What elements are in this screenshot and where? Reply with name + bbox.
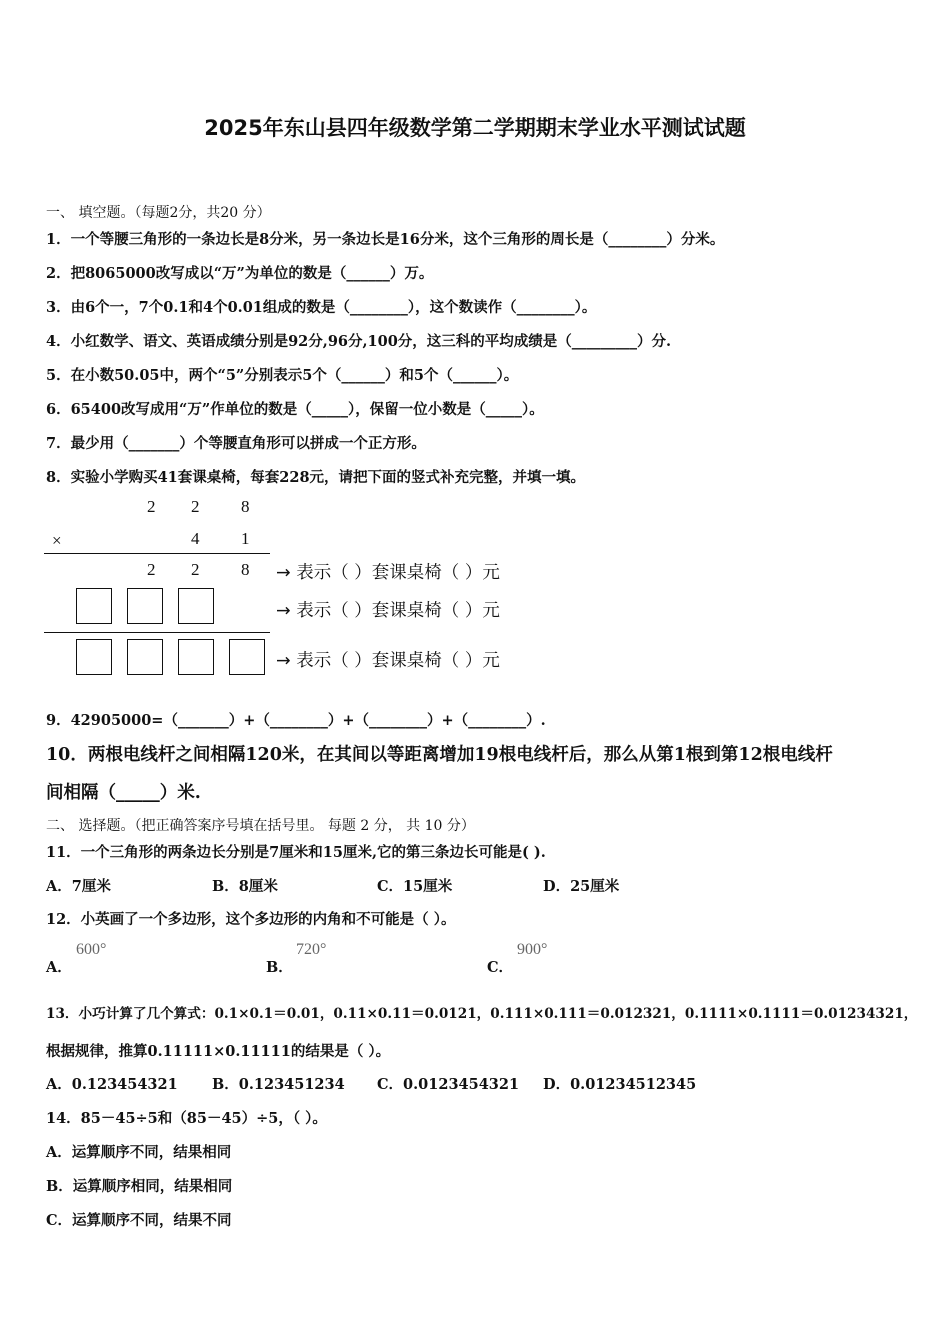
calc-digit: 2 — [147, 560, 156, 579]
answer-box[interactable] — [76, 588, 112, 624]
answer-box[interactable] — [127, 588, 163, 624]
calc-digit: 2 — [147, 497, 156, 516]
section-1-heading: 一、 填空题。（每题2分，共20 分） — [46, 205, 271, 221]
q11-option-b: B．8厘米 — [212, 878, 278, 895]
q12-angle-b: 720° — [296, 941, 327, 958]
question-2: 2．把8065000改写成以“万”为单位的数是（______）万。 — [46, 265, 434, 282]
calc-digit: 1 — [241, 529, 250, 548]
q12-angle-a: 600° — [76, 941, 107, 958]
multiply-sign: × — [52, 531, 62, 550]
calc-digit: 4 — [191, 529, 200, 548]
question-12: 12．小英画了一个多边形，这个多边形的内角和不可能是（ ）。 — [46, 911, 456, 928]
question-4: 4．小红数学、语文、英语成绩分别是92分,96分,100分，这三科的平均成绩是（_________）分. — [46, 333, 672, 350]
q12-angle-c: 900° — [517, 941, 548, 958]
answer-box[interactable] — [229, 639, 265, 675]
calc-divider — [44, 632, 270, 633]
page-title: 2025年东山县四年级数学第二学期期末学业水平测试试题 — [204, 116, 746, 140]
q11-option-a: A．7厘米 — [46, 878, 111, 895]
question-9: 9．42905000=（_______）+（________）+（________）+（________）. — [46, 712, 546, 729]
answer-box[interactable] — [76, 639, 112, 675]
q13-option-b: B．0.123451234 — [212, 1076, 345, 1093]
q14-option-a: A．运算顺序不同，结果相同 — [46, 1144, 232, 1161]
question-10-line-2: 间相隔（_____）米. — [46, 783, 201, 803]
question-8: 8．实验小学购买41套课桌椅，每套228元，请把下面的竖式补充完整，并填一填。 — [46, 469, 586, 486]
calc-arrow-label-3: → 表示（ ）套课桌椅（ ）元 — [276, 651, 500, 671]
question-7: 7．最少用（_______）个等腰直角形可以拼成一个正方形。 — [46, 435, 426, 452]
calc-digit: 8 — [241, 497, 250, 516]
calc-digit: 2 — [191, 497, 200, 516]
question-6: 6．65400改写成用“万”作单位的数是（_____），保留一位小数是（_____）。 — [46, 401, 544, 418]
calc-divider — [44, 553, 270, 554]
calc-arrow-label-2: → 表示（ ）套课桌椅（ ）元 — [276, 601, 500, 621]
question-11: 11．一个三角形的两条边长分别是7厘米和15厘米,它的第三条边长可能是( ). — [46, 844, 546, 861]
question-5: 5．在小数50.05中，两个“5”分别表示5个（______）和5个（______）。 — [46, 367, 519, 384]
question-13-line-2: 根据规律，推算0.11111×0.11111的结果是（ ）。 — [46, 1043, 391, 1060]
answer-box[interactable] — [178, 588, 214, 624]
q12-option-a: A． — [46, 959, 72, 976]
q13-option-a: A．0.123454321 — [46, 1076, 178, 1093]
answer-box[interactable] — [178, 639, 214, 675]
q13-option-c: C．0.0123454321 — [377, 1076, 520, 1093]
question-3: 3．由6个一，7个0.1和4个0.01组成的数是（________），这个数读作（________）。 — [46, 299, 597, 316]
q12-option-c: C． — [487, 959, 514, 976]
q14-option-c: C．运算顺序不同，结果不同 — [46, 1212, 232, 1229]
q11-option-d: D．25厘米 — [543, 878, 620, 895]
q12-option-b: B． — [266, 959, 293, 976]
calc-digit: 8 — [241, 560, 250, 579]
q11-option-c: C．15厘米 — [377, 878, 453, 895]
question-10-line-1: 10．两根电线杆之间相隔120米，在其间以等距离增加19根电线杆后，那么从第1根到第12根电线杆 — [46, 745, 833, 765]
question-1: 1．一个等腰三角形的一条边长是8分米，另一条边长是16分米，这个三角形的周长是（________）分米。 — [46, 231, 725, 248]
calc-digit: 2 — [191, 560, 200, 579]
question-14: 14．85－45÷5和（85－45）÷5，（ ）。 — [46, 1110, 327, 1127]
question-13-line-1: 13．小巧计算了几个算式：0.1×0.1＝0.01，0.11×0.11＝0.0121，0.111×0.111＝0.012321，0.1111×0.1111＝0.01234321， — [46, 1006, 918, 1022]
section-2-heading: 二、 选择题。（把正确答案序号填在括号里。 每题 2 分， 共 10 分） — [46, 818, 475, 834]
q14-option-b: B．运算顺序相同，结果相同 — [46, 1178, 233, 1195]
answer-box[interactable] — [127, 639, 163, 675]
q13-option-d: D．0.01234512345 — [543, 1076, 697, 1093]
calc-arrow-label-1: → 表示（ ）套课桌椅（ ）元 — [276, 563, 500, 583]
